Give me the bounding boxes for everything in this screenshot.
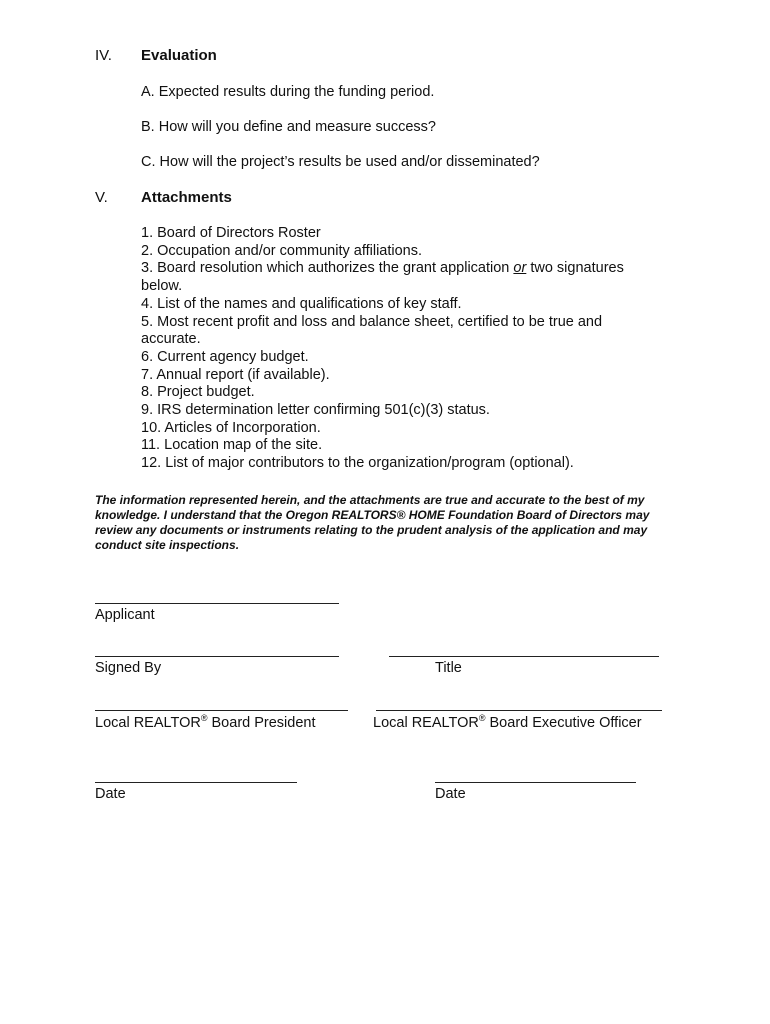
emphasis-or: or [513,260,527,277]
attachment-item-7: 7. Annual report (if available). [141,366,330,383]
attachment-item-5: 5. Most recent profit and loss and balance sheet, certified to be true and accurate. [141,313,603,348]
executive-officer-signature-line[interactable] [376,710,662,711]
attachment-item-6: 6. Current agency budget. [141,348,309,365]
attachment-item-8: 8. Project budget. [141,384,255,401]
attachment-item-4: 4. List of the names and qualifications of key staff. [141,295,462,312]
registered-mark: ® [200,713,208,723]
signed-by-label: Signed By [95,660,162,676]
applicant-signature-line[interactable] [95,603,339,604]
evaluation-question-b: B. How will you define and measure success? [141,119,436,135]
title-signature-line[interactable] [389,656,659,657]
attachment-item-11: 11. Location map of the site. [141,437,323,454]
evaluation-question-c: C. How will the project’s results be used and/or disseminated? [141,154,540,170]
section-iv-title: Evaluation [141,47,217,64]
date-right-signature-line[interactable] [435,782,636,783]
board-president-label: Local REALTOR® Board President [95,713,316,731]
section-v-number: V. [95,189,108,206]
certification-statement: The information represented herein, and the attachments are true and accurate to the best of my knowledge. I understand that the Oregon REALTORS® HOME Foundation Board of Directors may review any documents or instruments relating to the prudent analysis of the application and may conduct site inspections. [95,493,650,552]
attachment-item-10: 10. Articles of Incorporation. [141,419,321,436]
date-left-label: Date [95,786,126,802]
date-left-signature-line[interactable] [95,782,297,783]
signed-by-signature-line[interactable] [95,656,339,657]
executive-officer-label: Local REALTOR® Board Executive Officer [373,713,642,731]
date-right-label: Date [435,786,466,802]
board-president-signature-line[interactable] [95,710,348,711]
attachment-item-9: 9. IRS determination letter confirming 501(c)(3) status. [141,402,490,419]
attachment-item-1: 1. Board of Directors Roster [141,225,321,241]
section-iv-number: IV. [95,47,112,64]
applicant-label: Applicant [95,607,155,623]
attachment-item-12: 12. List of major contributors to the organization/program (optional). [141,455,574,472]
section-v-title: Attachments [141,189,232,206]
registered-mark: ® [478,713,486,723]
evaluation-question-a: A. Expected results during the funding period. [141,84,435,100]
attachment-item-3: 3. Board resolution which authorizes the grant application or two signatures below. [141,260,624,295]
attachments-list [141,225,661,473]
attachment-item-2: 2. Occupation and/or community affiliations. [141,242,423,259]
title-label: Title [435,660,462,676]
